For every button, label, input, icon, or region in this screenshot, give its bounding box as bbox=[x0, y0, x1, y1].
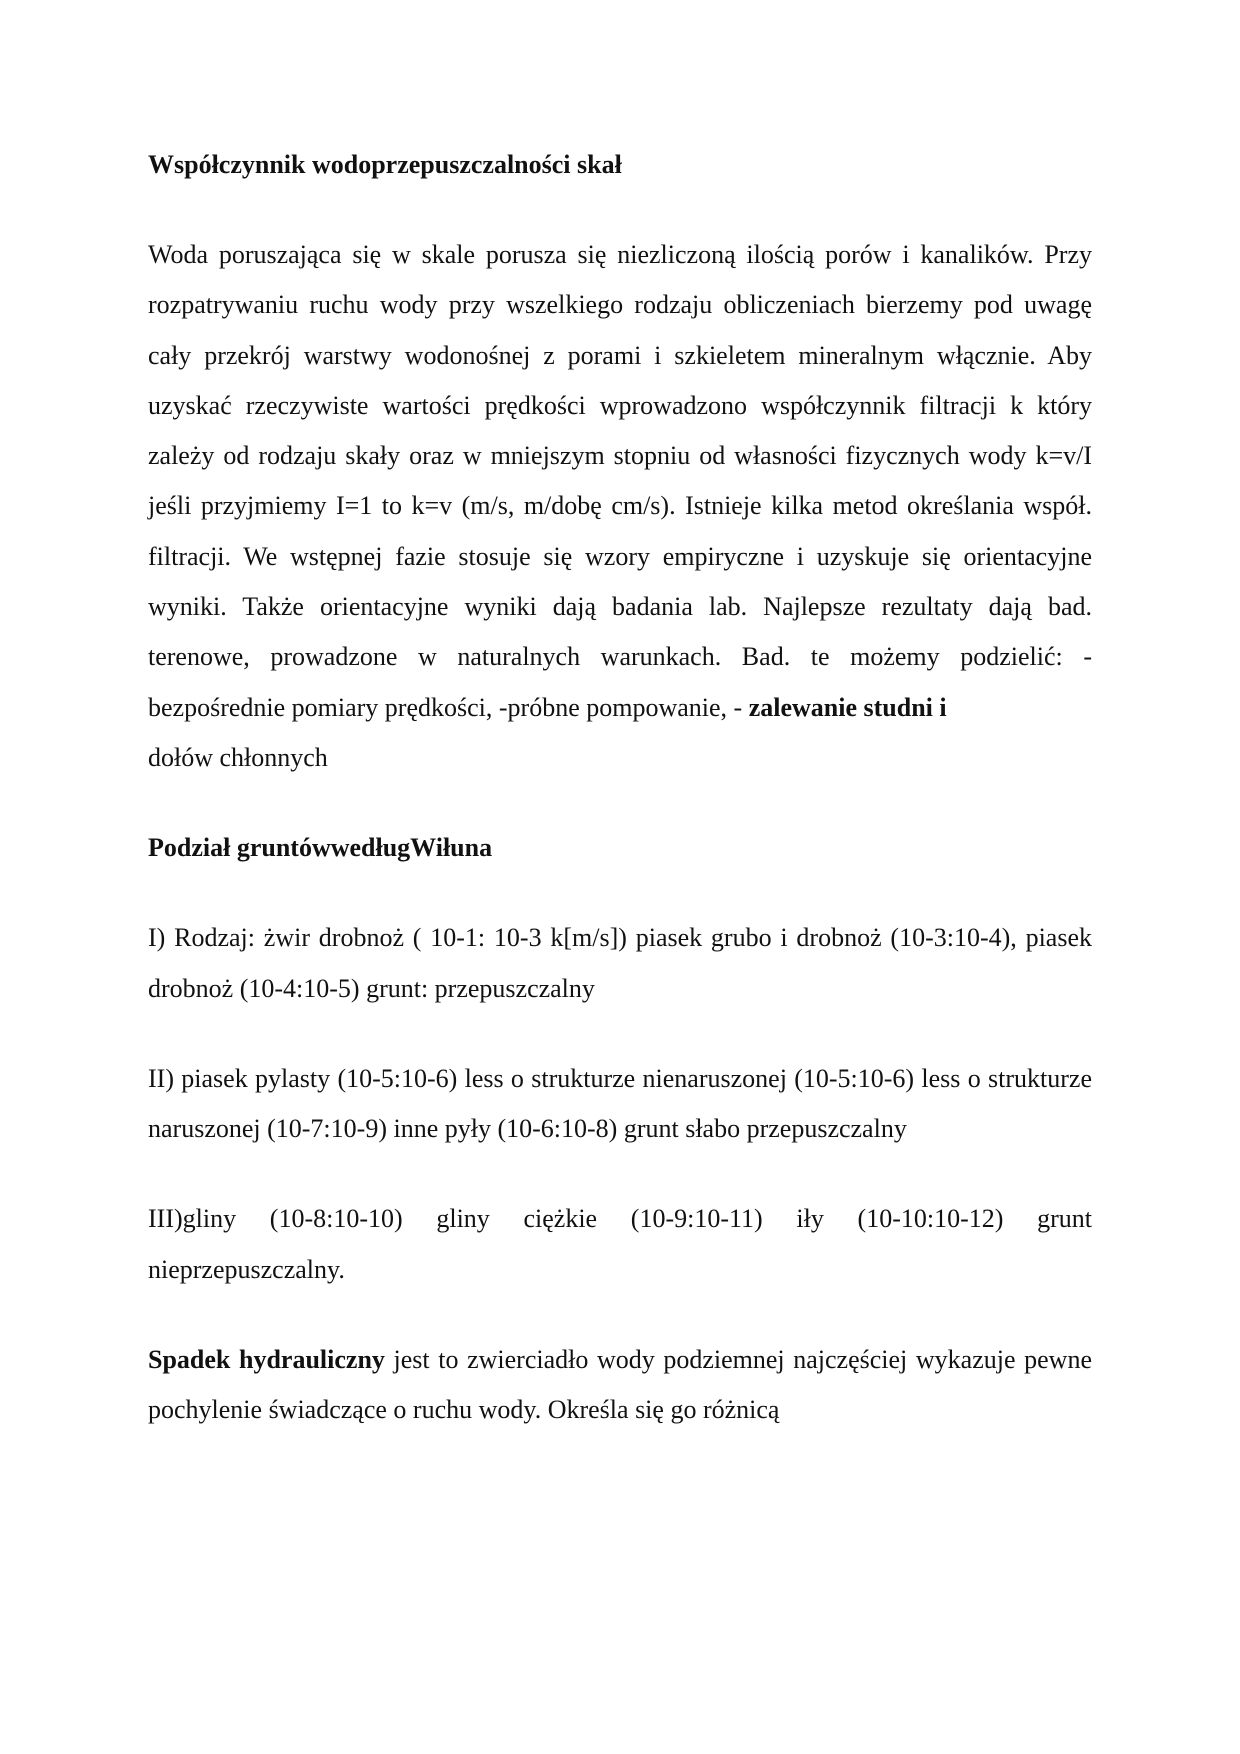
soil-class-item-3-label: III) bbox=[148, 1204, 183, 1234]
hydraulic-gradient-text: jest to zwierciadło wody podziemnej najczęściej wykazuje pewne pochylenie świadczące o ruchu wody. Określa się go różnicą bbox=[148, 1345, 1092, 1425]
section-title-soil-division: Podział gruntówwedługWiłuna bbox=[148, 833, 493, 863]
soil-class-item-2-text: II) piasek pylasty (10-5:10-6) less o strukturze nienaruszonej (10-5:10-6) less o strukturze naruszonej (10-7:10-9) inne pyły (10-6:10-8) grunt słabo przepuszczalny bbox=[148, 1063, 1092, 1144]
permeability-paragraph bbox=[148, 230, 1092, 783]
hydraulic-gradient-term: Spadek hydrauliczny bbox=[148, 1345, 385, 1375]
document-body bbox=[148, 140, 1092, 1436]
hydraulic-gradient-paragraph bbox=[148, 1335, 1092, 1436]
soil-class-item-2 bbox=[148, 1054, 1092, 1155]
soil-class-item-3 bbox=[148, 1194, 1092, 1295]
permeability-text: Woda poruszająca się w skale porusza się niezliczoną ilością porów i kanalików. Przy rozpatrywaniu ruchu wody przy wszelkiego rodzaju obliczeniach bierzemy pod uwagę cały przekrój warstwy wodonośnej z porami i szkieletem mineralnym włącznie. Aby uzyskać rzeczywiste wartości prędkości wprowadzono współczynnik filtracji k który zależy od rodzaju skały oraz w mniejszym stopniu od własności fizycznych wody k=v/I jeśli przyjmiemy I=1 to k=v (m/s, m/dobę cm/s). Istnieje kilka metod określania współ. filtracji. We wstępnej fazie stosuje się wzory empiryczne i uzyskuje się orientacyjne wyniki. Także orientacyjne wyniki dają badania lab. Najlepsze rezultaty dają bad. terenowe, prowadzone w naturalnych warunkach. Bad. te możemy podzielić: - bezpośrednie pomiary prędkości, -próbne pompowanie, - bbox=[148, 240, 1092, 722]
permeability-bold-text: zalewanie studni i bbox=[748, 692, 947, 722]
soil-class-item-1-text: I) Rodzaj: żwir drobnoż ( 10-1: 10-3 k[m/s]) piasek grubo i drobnoż (10-3:10-4), piasek drobnoż (10-4:10-5) bbox=[148, 923, 1092, 1003]
section-title-permeability: Współczynnik wodoprzepuszczalności skał bbox=[148, 150, 622, 179]
soil-class-item-1 bbox=[148, 913, 1092, 1014]
soil-class-item-3-result: grunt nieprzepuszczalny. bbox=[148, 1204, 1092, 1284]
soil-class-item-3-text: gliny (10-8:10-10) gliny ciężkie (10-9:10-11) iły (10-10:10-12) bbox=[182, 1204, 1038, 1234]
soil-class-item-1-result: grunt: przepuszczalny bbox=[366, 973, 595, 1003]
permeability-text-end: dołów chłonnych bbox=[148, 742, 328, 772]
